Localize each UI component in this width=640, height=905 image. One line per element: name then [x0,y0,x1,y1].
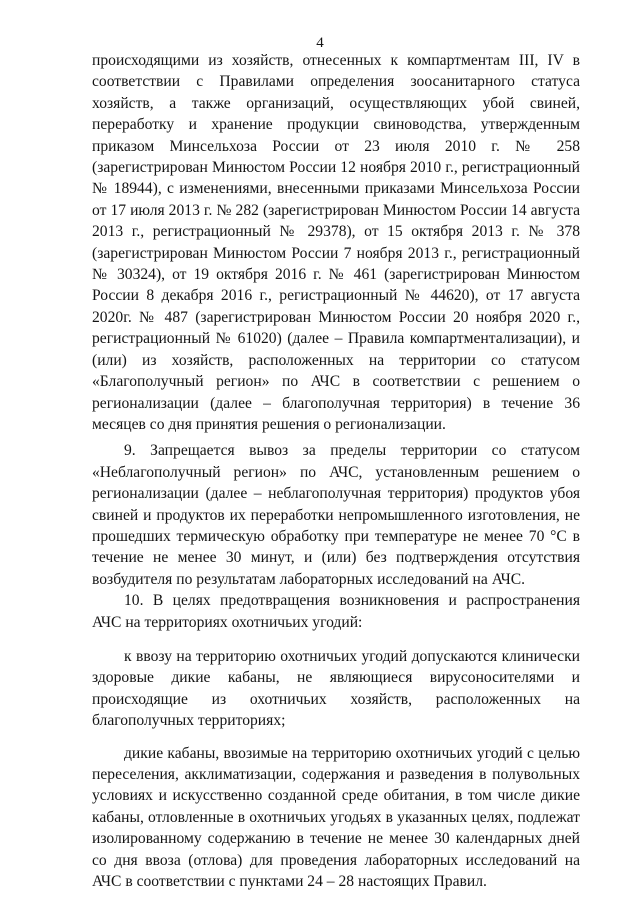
paragraph-item-9: 9. Запрещается вывоз за пределы территории со статусом «Неблагополучный регион» по АЧС, установленным решением о регионализации (далее – неблагополучная территория) продуктов убоя свиней и продуктов их переработки непромышленного изготовления, не прошедших термическую обработку при температуре не менее 70 °С в течение не менее 30 минут, и (или) без подтверждения отсутствия возбудителя по результатам лабораторных исследований на АЧС. [92,442,580,588]
paragraph-item-10-quarantine-rule: дикие кабаны, ввозимые на территорию охотничьих угодий с целью переселения, акклиматизации, содержания и разведения в полувольных условиях и искусственно созданной среде обитания, в том числе дикие кабаны, отловленные в охотничьих угодьях в указанных целях, подлежат изолированному содержанию в течение не менее 30 календарных дней со дня ввоза (отлова) для проведения лабораторных исследований на АЧС в соответствии с пунктами 24 – 28 настоящих Правил. [92,744,580,891]
document-body [92,50,580,892]
paragraph-item-10-import-rule: к ввозу на территорию охотничьих угодий допускаются клинически здоровые дикие кабаны, не являющиеся вирусоносителями и происходящие из охотничьих хозяйств, расположенных на благополучных территориях; [92,647,580,730]
paragraph-item-10: 10. В целях предотвращения возникновения и распространения АЧС на территориях охотничьих угодий: [92,592,580,631]
page-number: 4 [316,35,324,51]
paragraph-continuation: происходящими из хозяйств, отнесенных к компартментам III, IV в соответствии с Правилами определения зоосанитарного статуса хозяйств, а также организаций, осуществляющих убой свиней, переработку и хранение продукции свиноводства, утвержденным приказом Минсельхоза России от 23 июля 2010 г. № 258 (зарегистрирован Минюстом России 12 ноября 2010 г., регистрационный № 18944), с изменениями, внесенными приказами Минсельхоза России от 17 июля 2013 г. № 282 (зарегистрирован Минюстом России 14 августа 2013 г., регистрационный № 29378), от 15 октября 2013 г. № 378 (зарегистрирован Минюстом России 7 ноября 2013 г., регистрационный № 30324), от 19 октября 2016 г. № 461 (зарегистрирован Минюстом России 8 декабря 2016 г., регистрационный № 44620), от 17 августа 2020г. № 487 (зарегистрирован Минюстом России 20 ноября 2020 г., регистрационный № 61020) (далее – Правила компартментализации), и (или) из хозяйств, расположенных на территории со статусом «Благополучный регион» по АЧС в соответствии с решением о регионализации (далее – благополучная территория) в течение 36 месяцев со дня принятия решения о регионализации. [92,52,580,433]
